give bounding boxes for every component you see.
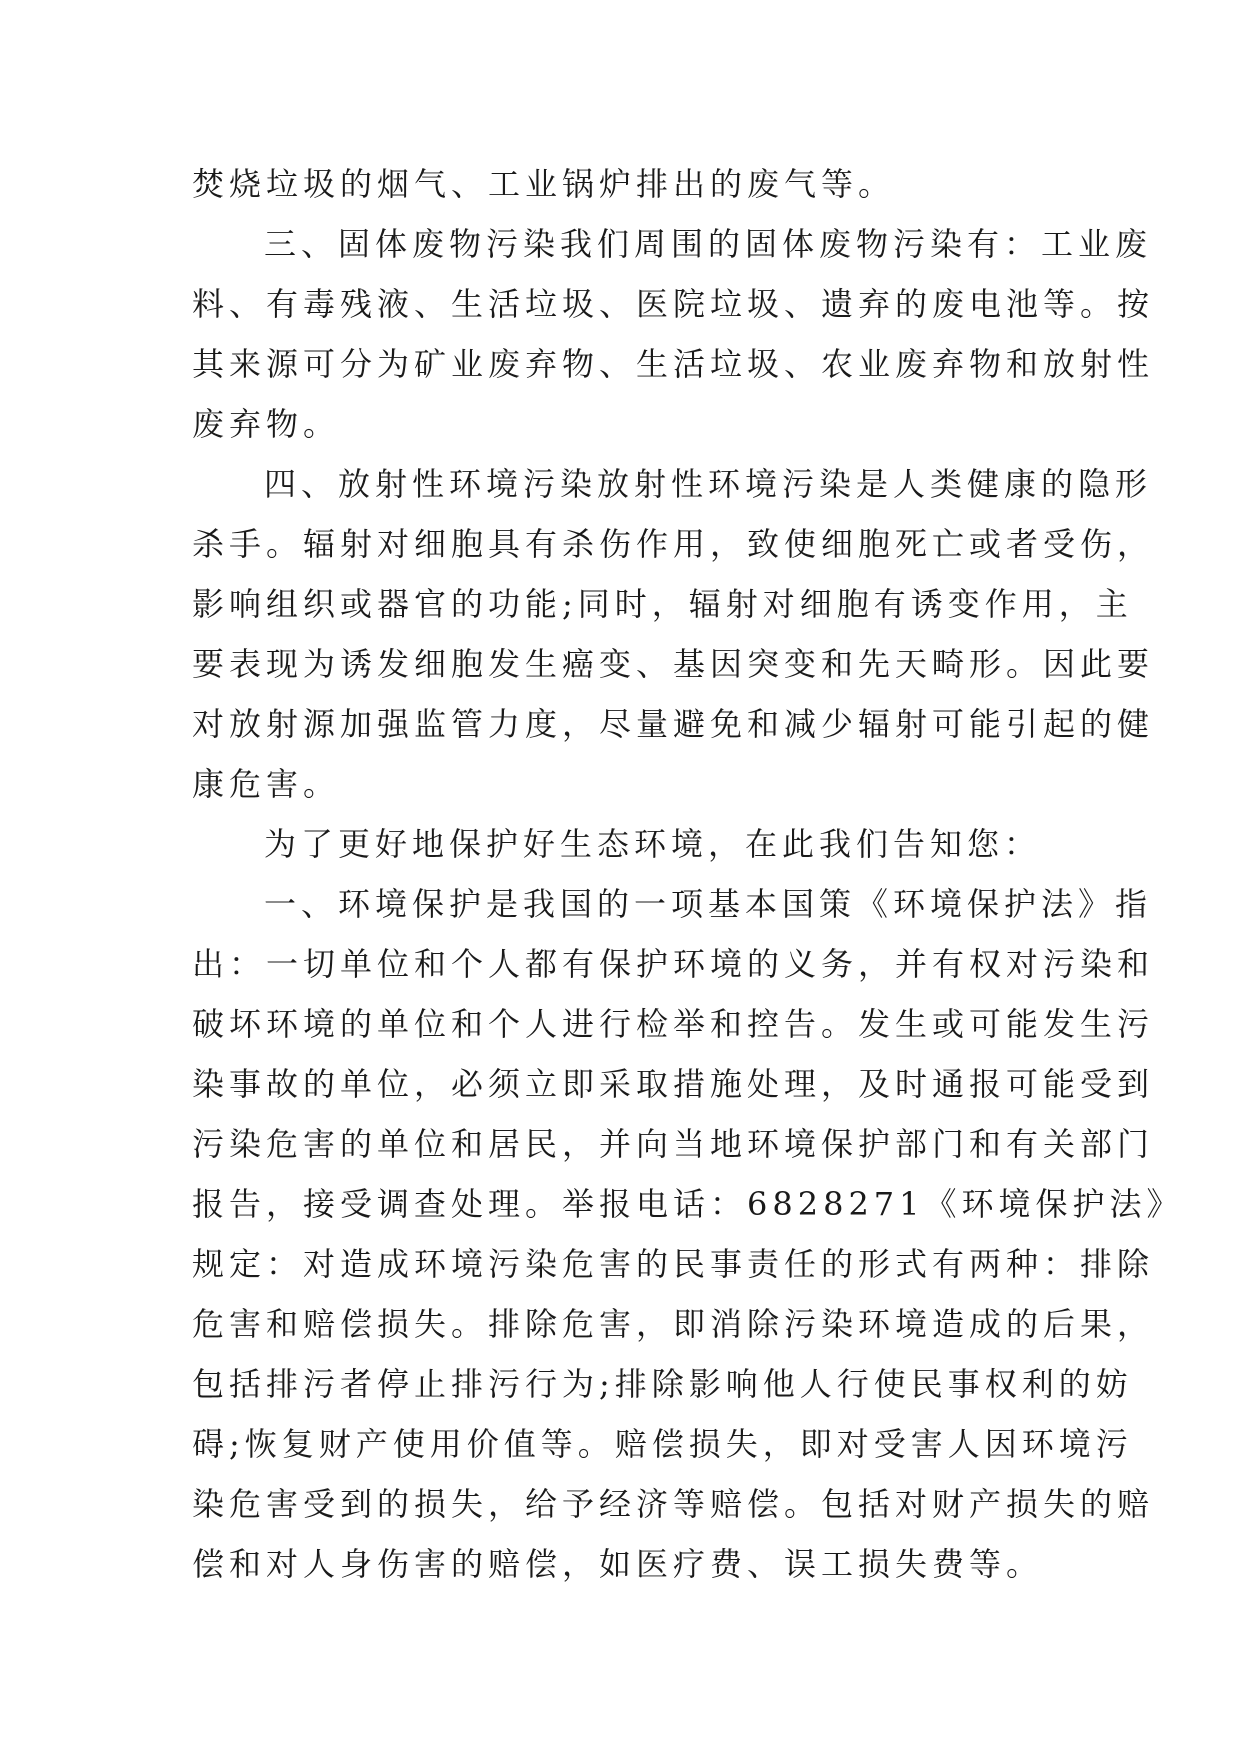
text-line: 杀手。辐射对细胞具有杀伤作用，致使细胞死亡或者受伤，: [192, 525, 1155, 563]
text-line: 出：一切单位和个人都有保护环境的义务，并有权对污染和: [192, 945, 1155, 983]
text-line: 破坏环境的单位和个人进行检举和控告。发生或可能发生污: [192, 1005, 1155, 1043]
text-line: 碍;恢复财产使用价值等。赔偿损失，即对受害人因环境污: [192, 1425, 1133, 1463]
text-line: 康危害。: [192, 765, 341, 803]
text-line: 规定：对造成环境污染危害的民事责任的形式有两种：排除: [192, 1245, 1155, 1283]
text-line: 污染危害的单位和居民，并向当地环境保护部门和有关部门: [192, 1125, 1155, 1163]
text-line: 染危害受到的损失，给予经济等赔偿。包括对财产损失的赔: [192, 1485, 1155, 1523]
text-line: 对放射源加强监管力度，尽量避免和减少辐射可能引起的健: [192, 705, 1155, 743]
text-line: 偿和对人身伤害的赔偿，如医疗费、误工损失费等。: [192, 1545, 1044, 1583]
text-line: 染事故的单位，必须立即采取措施处理，及时通报可能受到: [192, 1065, 1155, 1103]
text-line: 料、有毒残液、生活垃圾、医院垃圾、遗弃的废电池等。按: [192, 285, 1155, 323]
paragraph-notice-intro: 为了更好地保护好生态环境，在此我们告知您：: [264, 825, 1042, 863]
text-line: 废弃物。: [192, 405, 341, 443]
text-line: 焚烧垃圾的烟气、工业锅炉排出的废气等。: [192, 165, 896, 203]
text-line: 其来源可分为矿业废弃物、生活垃圾、农业废弃物和放射性: [192, 345, 1155, 383]
paragraph-heading-radiation: 四、放射性环境污染放射性环境污染是人类健康的隐形: [264, 465, 1153, 503]
text-line: 包括排污者停止排污行为;排除影响他人行使民事权利的妨: [192, 1365, 1133, 1403]
paragraph-heading-solid-waste: 三、固体废物污染我们周围的固体废物污染有：工业废: [264, 225, 1153, 263]
text-line: 要表现为诱发细胞发生癌变、基因突变和先天畸形。因此要: [192, 645, 1155, 683]
text-line: 影响组织或器官的功能;同时，辐射对细胞有诱变作用，主: [192, 585, 1133, 623]
text-line: 报告，接受调查处理。举报电话：6828271《环境保护法》: [192, 1185, 1184, 1223]
paragraph-heading-policy: 一、环境保护是我国的一项基本国策《环境保护法》指: [264, 885, 1153, 923]
text-line: 危害和赔偿损失。排除危害，即消除污染环境造成的后果，: [192, 1305, 1155, 1343]
body-text: [192, 158, 1184, 1598]
